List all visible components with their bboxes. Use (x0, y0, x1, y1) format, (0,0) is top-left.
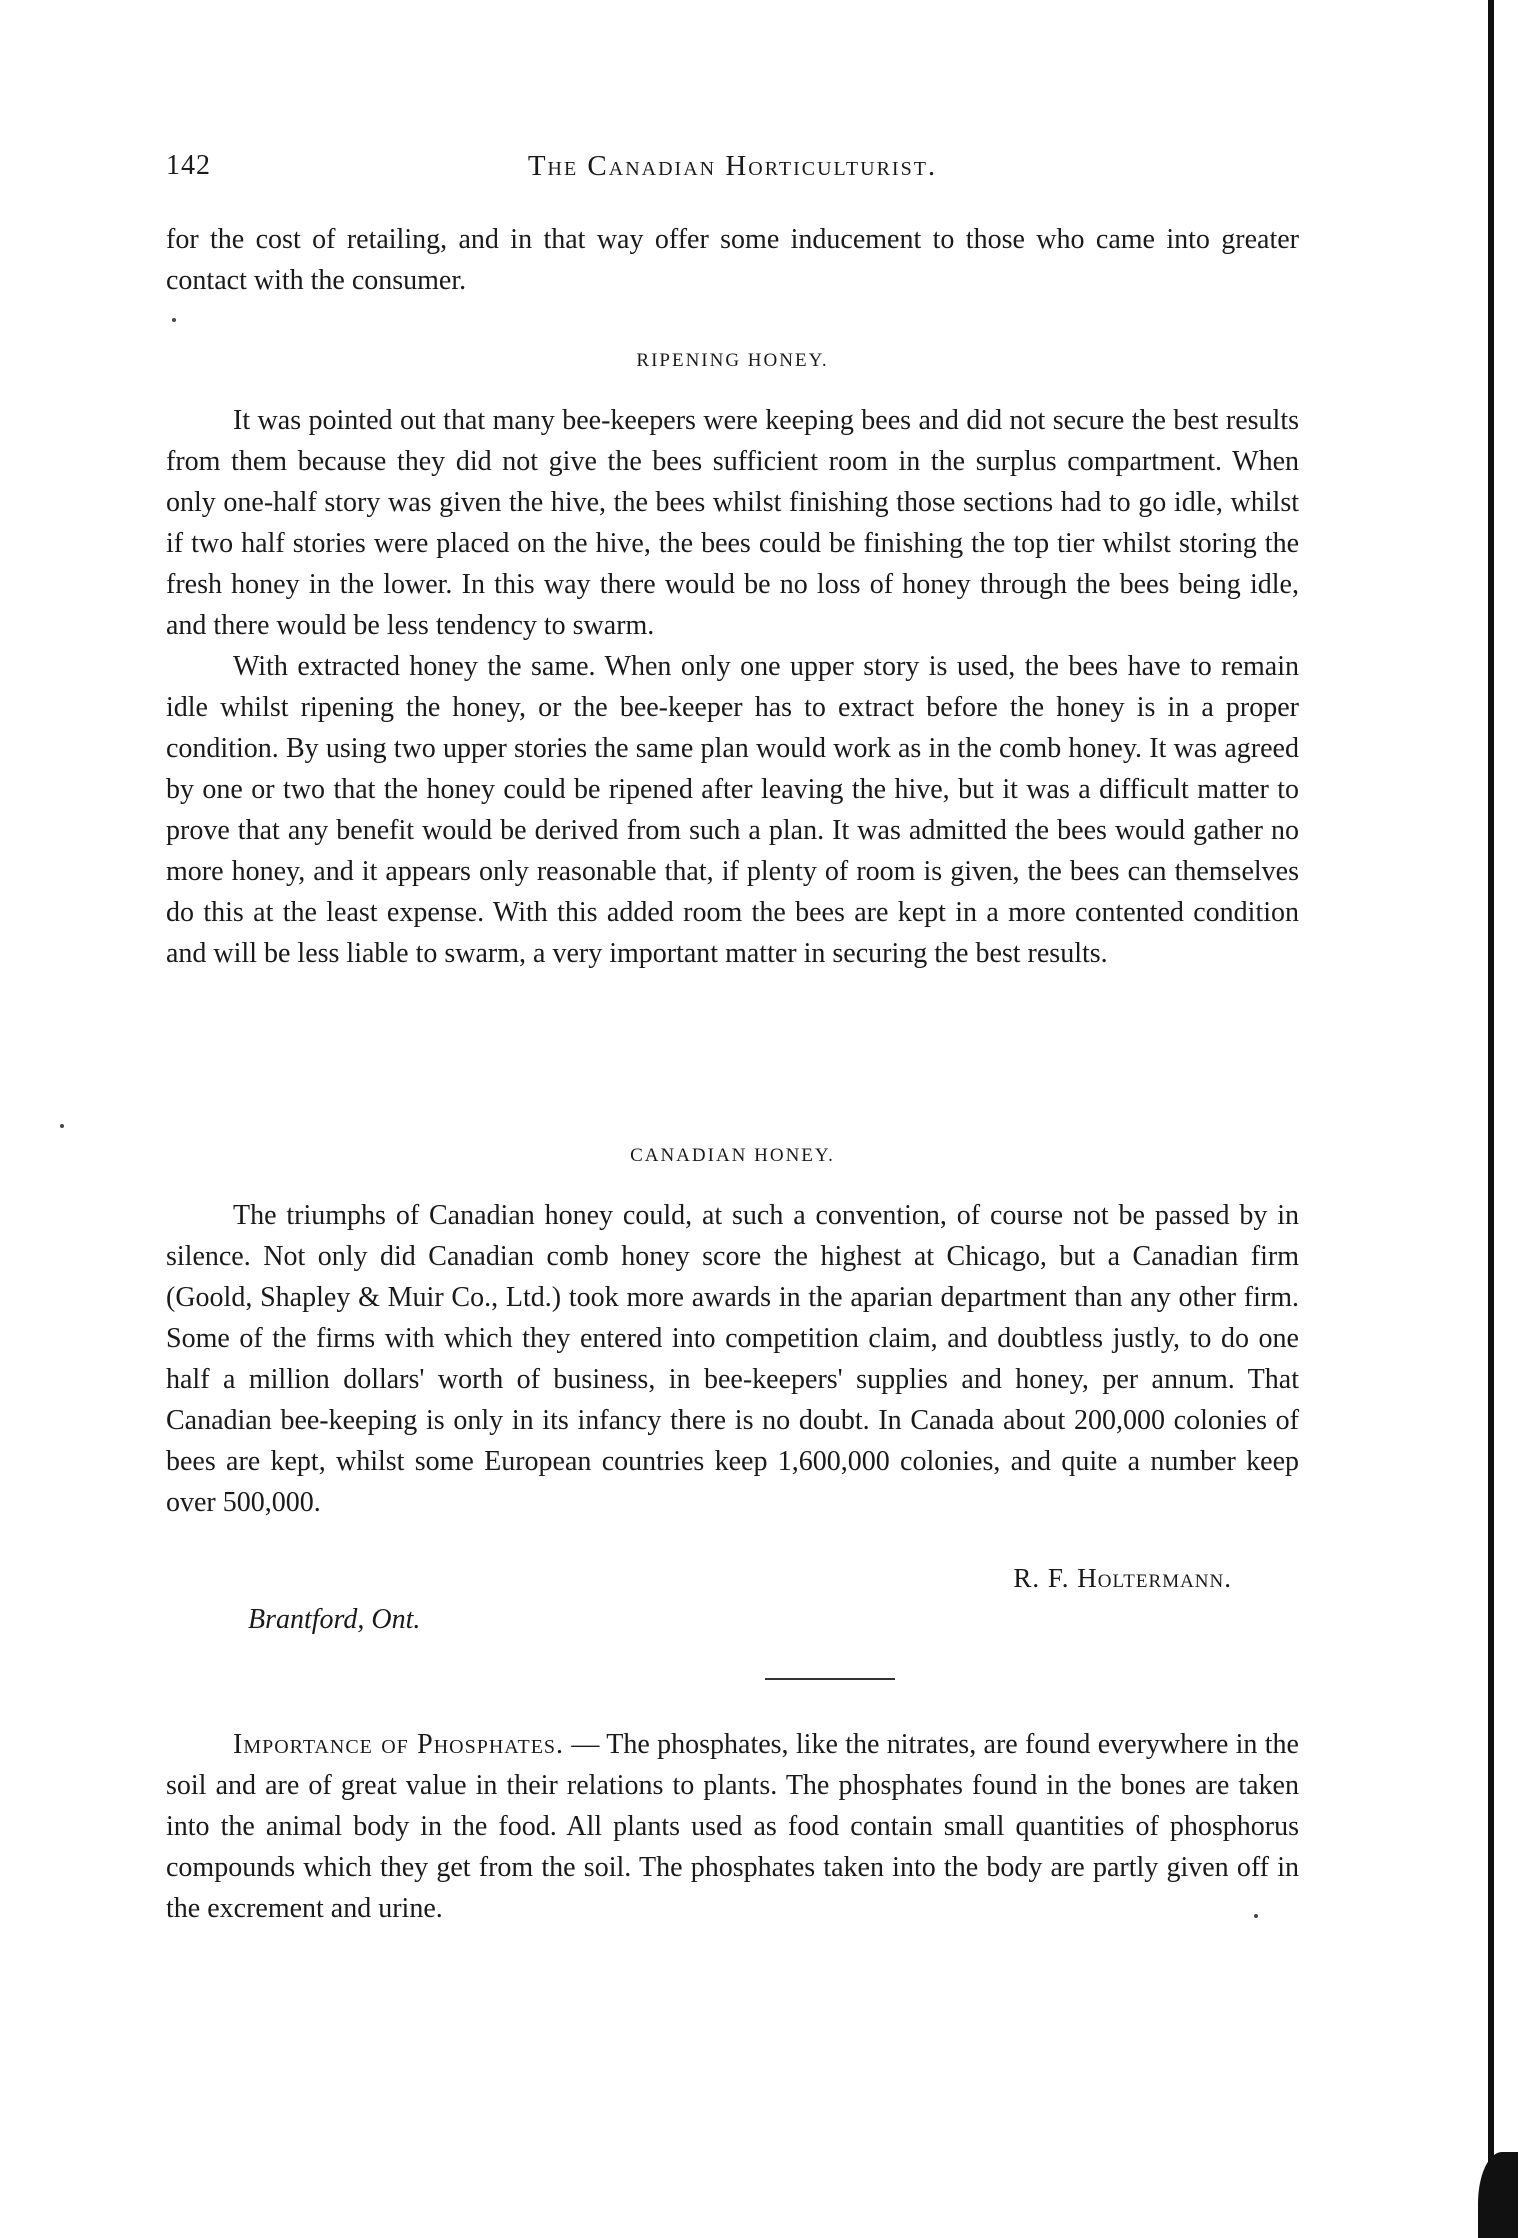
section-divider (765, 1678, 895, 1680)
phosphates-paragraph (166, 1724, 1299, 1929)
author-name: R. F. Holtermann. (1013, 1563, 1232, 1593)
canadian-body (166, 1195, 1299, 1523)
ripening-body (166, 400, 1299, 974)
ripening-paragraph-2: With extracted honey the same. When only one upper story is used, the bees have to remain idle whilst ripening the honey, or the bee-keeper has to extract before the honey is in a proper condition. By using two upper stories the same plan would work as in the comb honey. It was agreed by one or two that the honey could be ripened after leaving the hive, but it was a difficult matter to prove that any benefit would be derived from such a plan. It was admitted the bees would gather no more honey, and it appears only reasonable that, if plenty of room is given, the bees can themselves do this at the least expense. With this added room the bees are kept in a more contented condition and will be less liable to swarm, a very important matter in securing the best results. (166, 651, 1299, 969)
phosphates-text: — The phosphates, like the nitrates, are found everywhere in the soil and are of great value in their relations to plants. The phosphates found in the bones are taken into the animal body in the food. All plants used as food contain small quantities of phosphorus compounds which they get from the soil. The phosphates taken into the body are partly given off in the excrement and urine. (166, 1729, 1299, 1924)
ink-speck (172, 318, 176, 322)
page-number: 142 (166, 150, 211, 181)
journal-title: The Canadian Horticulturist. (527, 150, 938, 182)
page-binding-edge (1488, 0, 1494, 2238)
phosphates-body (166, 1724, 1299, 1929)
phosphates-lead-in: Importance of Phosphates. (233, 1729, 565, 1760)
running-head (166, 150, 1299, 190)
ink-blot (1478, 2152, 1518, 2238)
opening-paragraph (166, 219, 1299, 301)
section-heading-ripening: RIPENING HONEY. (636, 350, 829, 371)
canadian-paragraph: The triumphs of Canadian honey could, at such a convention, of course not be passed by in silence. Not only did Canadian comb honey score the highest at Chicago, but a Canadian firm (Goold, Shapley & Muir Co., Ltd.) took more awards in the aparian department than any other firm. Some of the firms with which they entered into competition claim, and doubtless justly, to do one half a million dollars' worth of business, in bee-keepers' supplies and honey, per annum. That Canadian bee-keeping is only in its infancy there is no doubt. In Canada about 200,000 colonies of bees are kept, whilst some European countries keep 1,600,000 colonies, and quite a number keep over 500,000. (166, 1200, 1299, 1518)
author-location: Brantford, Ont. (248, 1604, 421, 1635)
section-heading-canadian: CANADIAN HONEY. (630, 1145, 835, 1166)
opening-text: for the cost of retailing, and in that way offer some inducement to those who came into greater contact with the consumer. (166, 224, 1299, 296)
ink-speck (60, 1124, 64, 1128)
author-signature (166, 1563, 1232, 1594)
ripening-paragraph-1: It was pointed out that many bee-keepers were keeping bees and did not secure the best results from them because they did not give the bees sufficient room in the surplus compartment. When only one-half story was given the hive, the bees whilst finishing those sections had to go idle, whilst if two half stories were placed on the hive, the bees could be finishing the top tier whilst storing the fresh honey in the lower. In this way there would be no loss of honey through the bees being idle, and there would be less tendency to swarm. (166, 405, 1299, 641)
